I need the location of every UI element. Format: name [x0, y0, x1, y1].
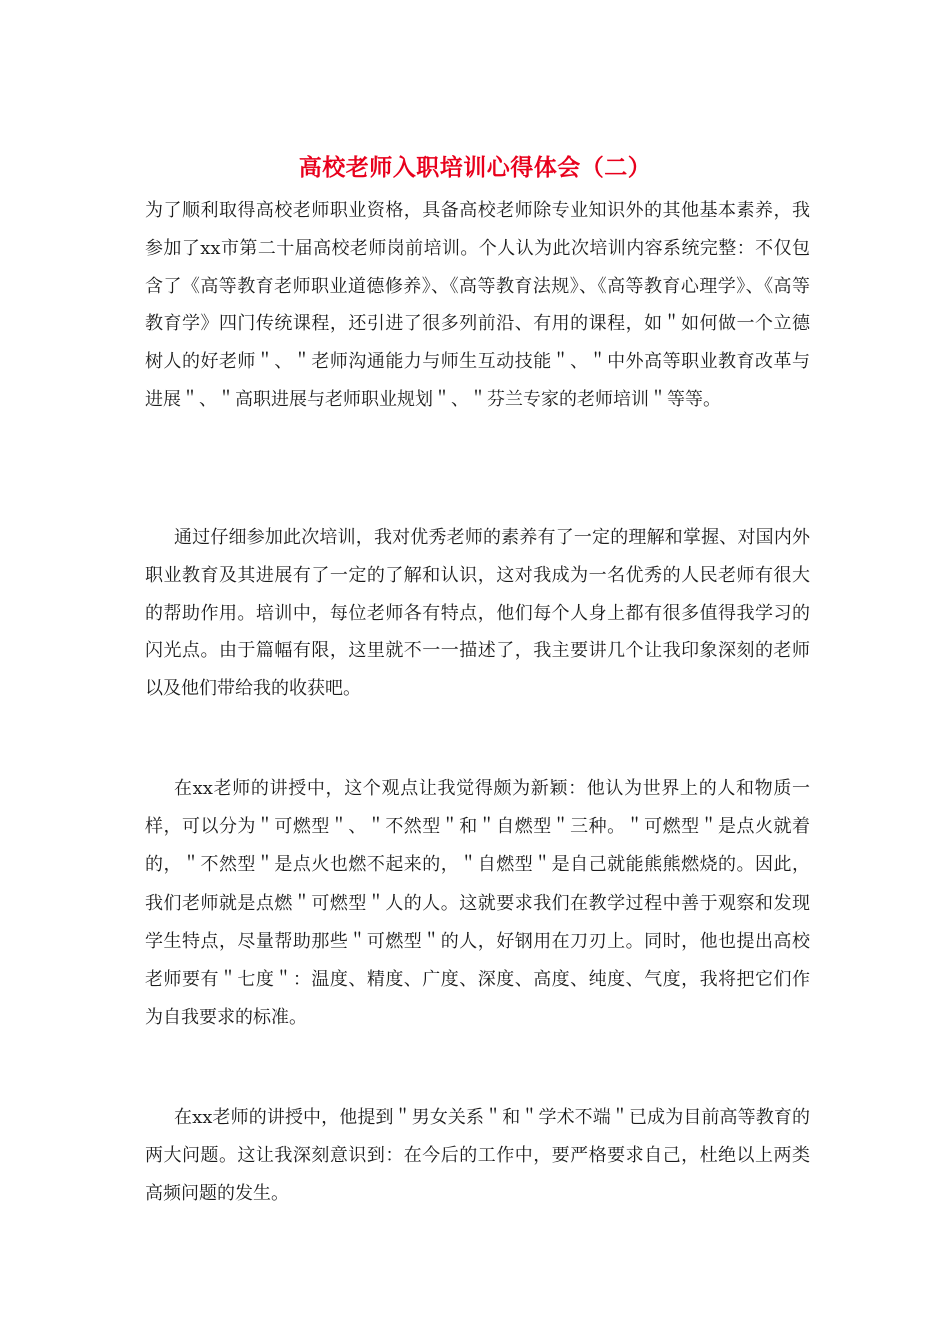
paragraph-3: 在xx老师的讲授中，这个观点让我觉得颇为新颖：他认为世界上的人和物质一样，可以分为＂可燃型＂、＂不然型＂和＂自燃型＂三种。＂可燃型＂是点火就着的，＂不然型＂是点火也燃不起来的，＂自燃型＂是自己就能熊熊燃烧的。因此，我们老师就是点燃＂可燃型＂人的人。这就要求我们在教学过程中善于观察和发现学生特点，尽量帮助那些＂可燃型＂的人，好钢用在刀刃上。同时，他也提出高校老师要有＂七度＂：温度、精度、广度、深度、高度、纯度、气度，我将把它们作为自我要求的标准。: [145, 778, 810, 1029]
paragraph-4: 在xx老师的讲授中，他提到＂男女关系＂和＂学术不端＂已成为目前高等教育的两大问题。这让我深刻意识到：在今后的工作中，要严格要求自己，杜绝以上两类高频问题的发生。: [145, 1107, 810, 1204]
document-title: 高校老师入职培训心得体会（二）: [298, 154, 652, 181]
paragraph-1: 为了顺利取得高校老师职业资格，具备高校老师除专业知识外的其他基本素养，我参加了xx市第二十届高校老师岗前培训。个人认为此次培训内容系统完整：不仅包含了《高等教育老师职业道德修养》、《高等教育法规》、《高等教育心理学》、《高等教育学》四门传统课程，还引进了很多列前沿、有用的课程，如＂如何做一个立德树人的好老师＂、＂老师沟通能力与师生互动技能＂、＂中外高等职业教育改革与进展＂、＂高职进展与老师职业规划＂、＂芬兰专家的老师培训＂等等。: [145, 200, 810, 410]
paragraph-2: 通过仔细参加此次培训，我对优秀老师的素养有了一定的理解和掌握、对国内外职业教育及其进展有了一定的了解和认识，这对我成为一名优秀的人民老师有很大的帮助作用。培训中，每位老师各有特点，他们每个人身上都有很多值得我学习的闪光点。由于篇幅有限，这里就不一一描述了，我主要讲几个让我印象深刻的老师以及他们带给我的收获吧。: [145, 527, 810, 700]
